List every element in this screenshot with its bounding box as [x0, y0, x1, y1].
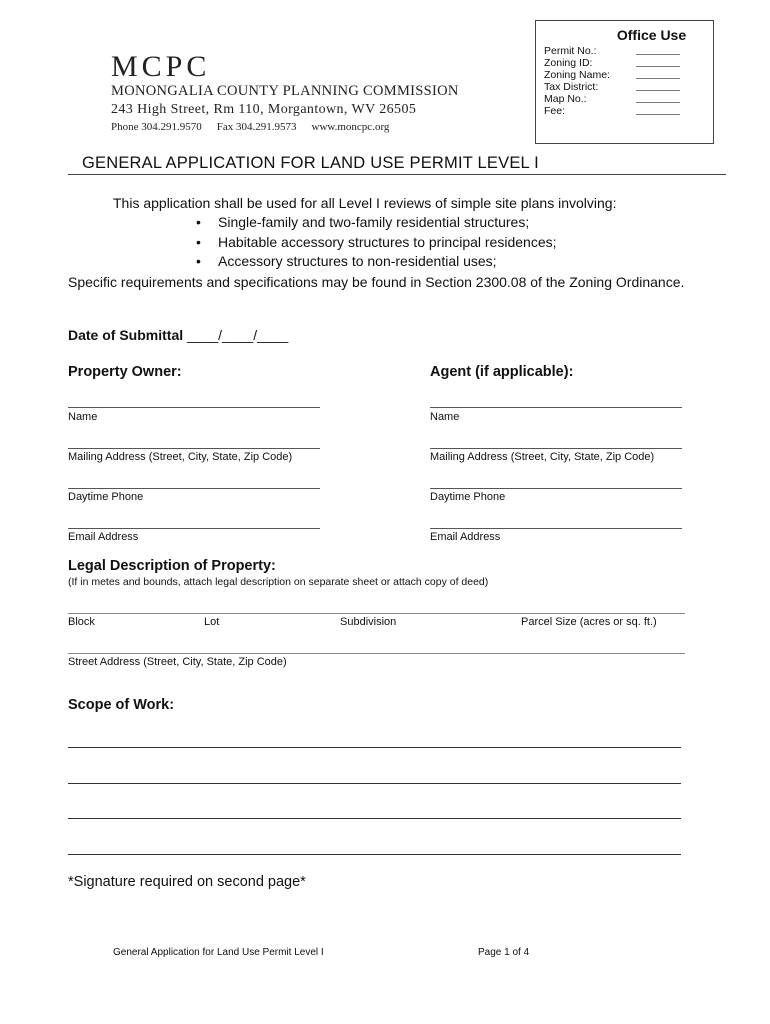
parcel-size-label: Parcel Size (acres or sq. ft.) — [521, 616, 657, 628]
footer-title: General Application for Land Use Permit Level I — [113, 947, 324, 958]
date-field[interactable]: ____/____/____ — [187, 327, 289, 343]
fax-number: Fax 304.291.9573 — [216, 121, 297, 133]
office-use-fee-line — [636, 114, 680, 115]
office-use-permit-label: Permit No.: — [544, 45, 597, 57]
legal-description-note: (If in metes and bounds, attach legal description on separate sheet or attach copy of deed) — [68, 576, 489, 588]
owner-name-label: Name — [68, 411, 98, 423]
agent-mailing-address-field[interactable] — [430, 448, 682, 449]
office-use-zoning-id-line — [636, 66, 680, 67]
signature-note: *Signature required on second page* — [68, 874, 306, 890]
lot-label: Lot — [204, 616, 220, 628]
page-number: Page 1 of 4 — [478, 947, 530, 958]
street-address-label: Street Address (Street, City, State, Zip Code) — [68, 656, 287, 668]
office-use-box — [535, 20, 714, 144]
property-owner-heading: Property Owner: — [68, 364, 182, 380]
subdivision-label: Subdivision — [340, 616, 397, 628]
legal-description-heading: Legal Description of Property: — [68, 558, 276, 574]
agent-phone-label: Daytime Phone — [430, 491, 506, 503]
office-use-map-label: Map No.: — [544, 93, 587, 105]
street-address-field[interactable] — [68, 653, 685, 654]
permit-types-list — [196, 213, 557, 272]
agent-name-label: Name — [430, 411, 460, 423]
scope-of-work-heading: Scope of Work: — [68, 697, 175, 713]
owner-mailing-address-label: Mailing Address (Street, City, State, Zip Code) — [68, 451, 293, 463]
agent-heading: Agent (if applicable): — [430, 364, 574, 380]
agent-email-field[interactable] — [430, 528, 682, 529]
owner-phone-label: Daytime Phone — [68, 491, 144, 503]
office-use-zoning-name-label: Zoning Name: — [544, 69, 610, 81]
form-title: GENERAL APPLICATION FOR LAND USE PERMIT LEVEL I — [82, 154, 539, 172]
owner-mailing-address-field[interactable] — [68, 448, 320, 449]
website: www.moncpc.org — [311, 121, 390, 133]
office-use-tax-district-line — [636, 90, 680, 91]
organization-name: MONONGALIA COUNTY PLANNING COMMISSION — [111, 83, 459, 99]
agent-phone-field[interactable] — [430, 488, 682, 489]
owner-phone-field[interactable] — [68, 488, 320, 489]
owner-name-field[interactable] — [68, 407, 320, 408]
phone-number: Phone 304.291.9570 — [111, 121, 202, 133]
office-use-tax-district-label: Tax District: — [544, 81, 599, 93]
block-label: Block — [68, 616, 95, 628]
office-use-permit-line — [636, 54, 680, 55]
specifications-text: Specific requirements and specifications may be found in Section 2300.08 of the Zoning Ordinance. — [68, 274, 685, 290]
agent-email-label: Email Address — [430, 531, 501, 543]
title-divider — [68, 174, 726, 175]
intro-text: This application shall be used for all Level I reviews of simple site plans involving: — [113, 195, 617, 211]
office-use-map-line — [636, 102, 680, 103]
list-item: • Accessory structures to non-residential uses; — [196, 252, 557, 272]
date-label: Date of Submittal — [68, 327, 184, 343]
list-item: • Single-family and two-family residential structures; — [196, 213, 557, 233]
list-item: • Habitable accessory structures to principal residences; — [196, 233, 557, 253]
office-use-zoning-id-label: Zoning ID: — [544, 57, 593, 69]
agent-mailing-address-label: Mailing Address (Street, City, State, Zip Code) — [430, 451, 655, 463]
office-use-title: Office Use — [616, 27, 687, 43]
organization-address: 243 High Street, Rm 110, Morgantown, WV 26505 — [111, 102, 417, 117]
logo: MCPC — [111, 50, 211, 83]
owner-email-label: Email Address — [68, 531, 139, 543]
legal-description-field[interactable] — [68, 613, 685, 614]
office-use-fee-label: Fee: — [544, 105, 566, 117]
scope-of-work-line-4[interactable] — [68, 854, 681, 855]
office-use-zoning-name-line — [636, 78, 680, 79]
scope-of-work-line-2[interactable] — [68, 783, 681, 784]
scope-of-work-line-1[interactable] — [68, 747, 681, 748]
date-of-submittal — [68, 327, 288, 343]
owner-email-field[interactable] — [68, 528, 320, 529]
contact-line — [111, 121, 404, 133]
agent-name-field[interactable] — [430, 407, 682, 408]
scope-of-work-line-3[interactable] — [68, 818, 681, 819]
